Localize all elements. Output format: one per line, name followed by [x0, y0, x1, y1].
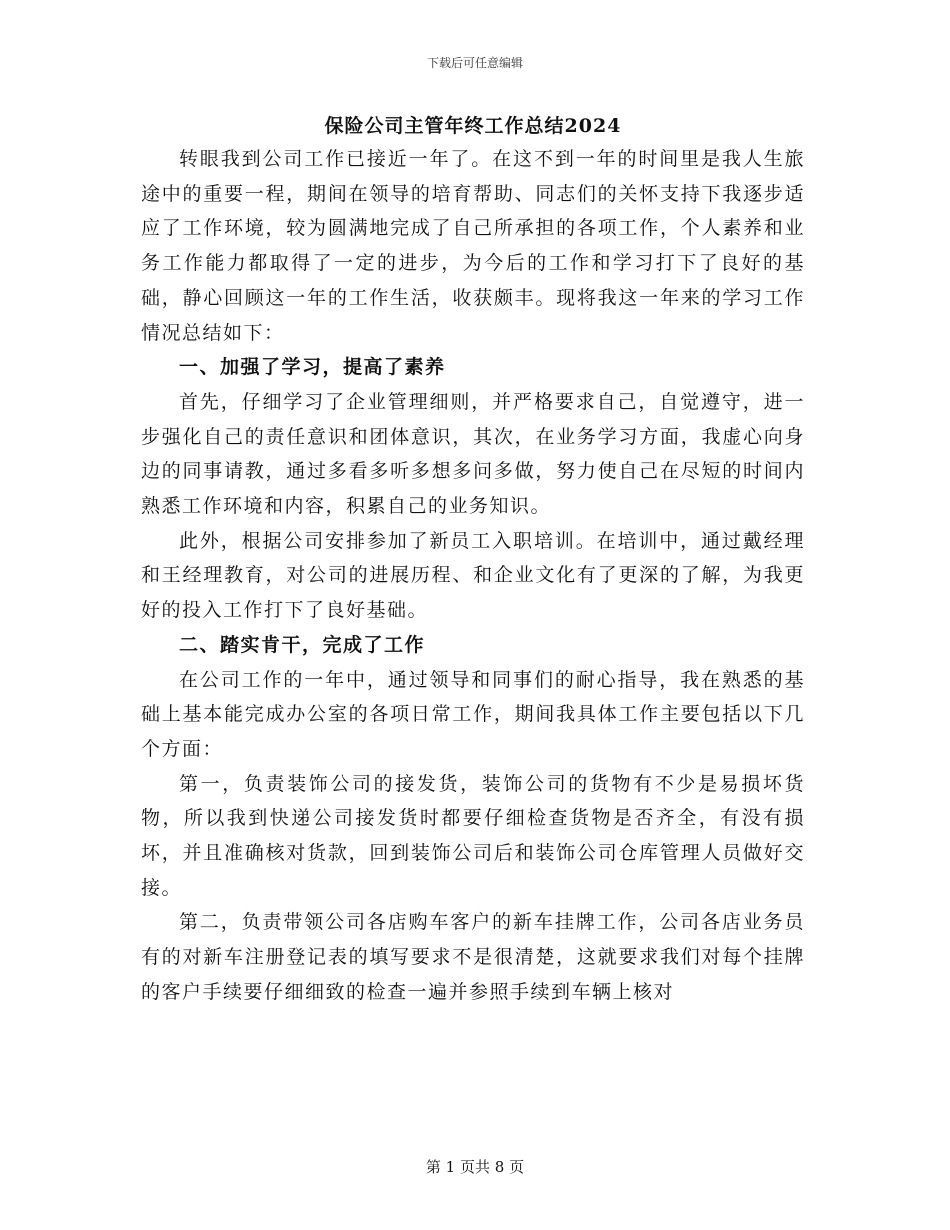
- paragraph-training: 此外，根据公司安排参加了新员工入职培训。在培训中，通过戴经理和王经理教育，对公司的进展历程、和企业文化有了更深的了解，为我更好的投入工作打下了良好基础。: [141, 529, 805, 622]
- page-footer: 第 1 页共 8 页: [425, 1158, 525, 1176]
- paragraph-point-2: 第二，负责带领公司各店购车客户的新车挂牌工作，公司各店业务员有的对新车注册登记表的填写要求不是很清楚，这就要求我们对每个挂牌的客户手续要仔细细致的检查一遍并参照手续到车辆上核对: [141, 911, 805, 1003]
- section-heading-1: 一、加强了学习，提高了素养: [179, 356, 446, 379]
- document-body: [141, 112, 805, 1010]
- section-heading-2: 二、踏实肯干，完成了工作: [179, 633, 426, 656]
- paragraph-work-intro: 在公司工作的一年中，通过领导和同事们的耐心指导，我在熟悉的基础上基本能完成办公室的各项日常工作，期间我具体工作主要包括以下几个方面：: [141, 668, 805, 760]
- document-title: 保险公司主管年终工作总结2024: [324, 115, 622, 137]
- paragraph-point-1: 第一，负责装饰公司的接发货，装饰公司的货物有不少是易损坏货物，所以我到快递公司接发货时都要仔细检查货物是否齐全，有没有损坏，并且准确核对货款，回到装饰公司后和装饰公司仓库管理人员做好交接。: [141, 772, 805, 899]
- paragraph-intro: 转眼我到公司工作已接近一年了。在这不到一年的时间里是我人生旅途中的重要一程，期间在领导的培育帮助、同志们的关怀支持下我逐步适应了工作环境，较为圆满地完成了自己所承担的各项工作，个人素养和业务工作能力都取得了一定的进步，为今后的工作和学习打下了良好的基础，静心回顾这一年的工作生活，收获颇丰。现将我这一年来的学习工作情况总结如下：: [141, 148, 805, 344]
- header-note: 下载后可任意编辑: [426, 56, 523, 70]
- paragraph-study: 首先，仔细学习了企业管理细则，并严格要求自己，自觉遵守，进一步强化自己的责任意识和团体意识，其次，在业务学习方面，我虚心向身边的同事请教，通过多看多听多想多问多做，努力使自己在尽短的时间内熟悉工作环境和内容，积累自己的业务知识。: [141, 390, 805, 518]
